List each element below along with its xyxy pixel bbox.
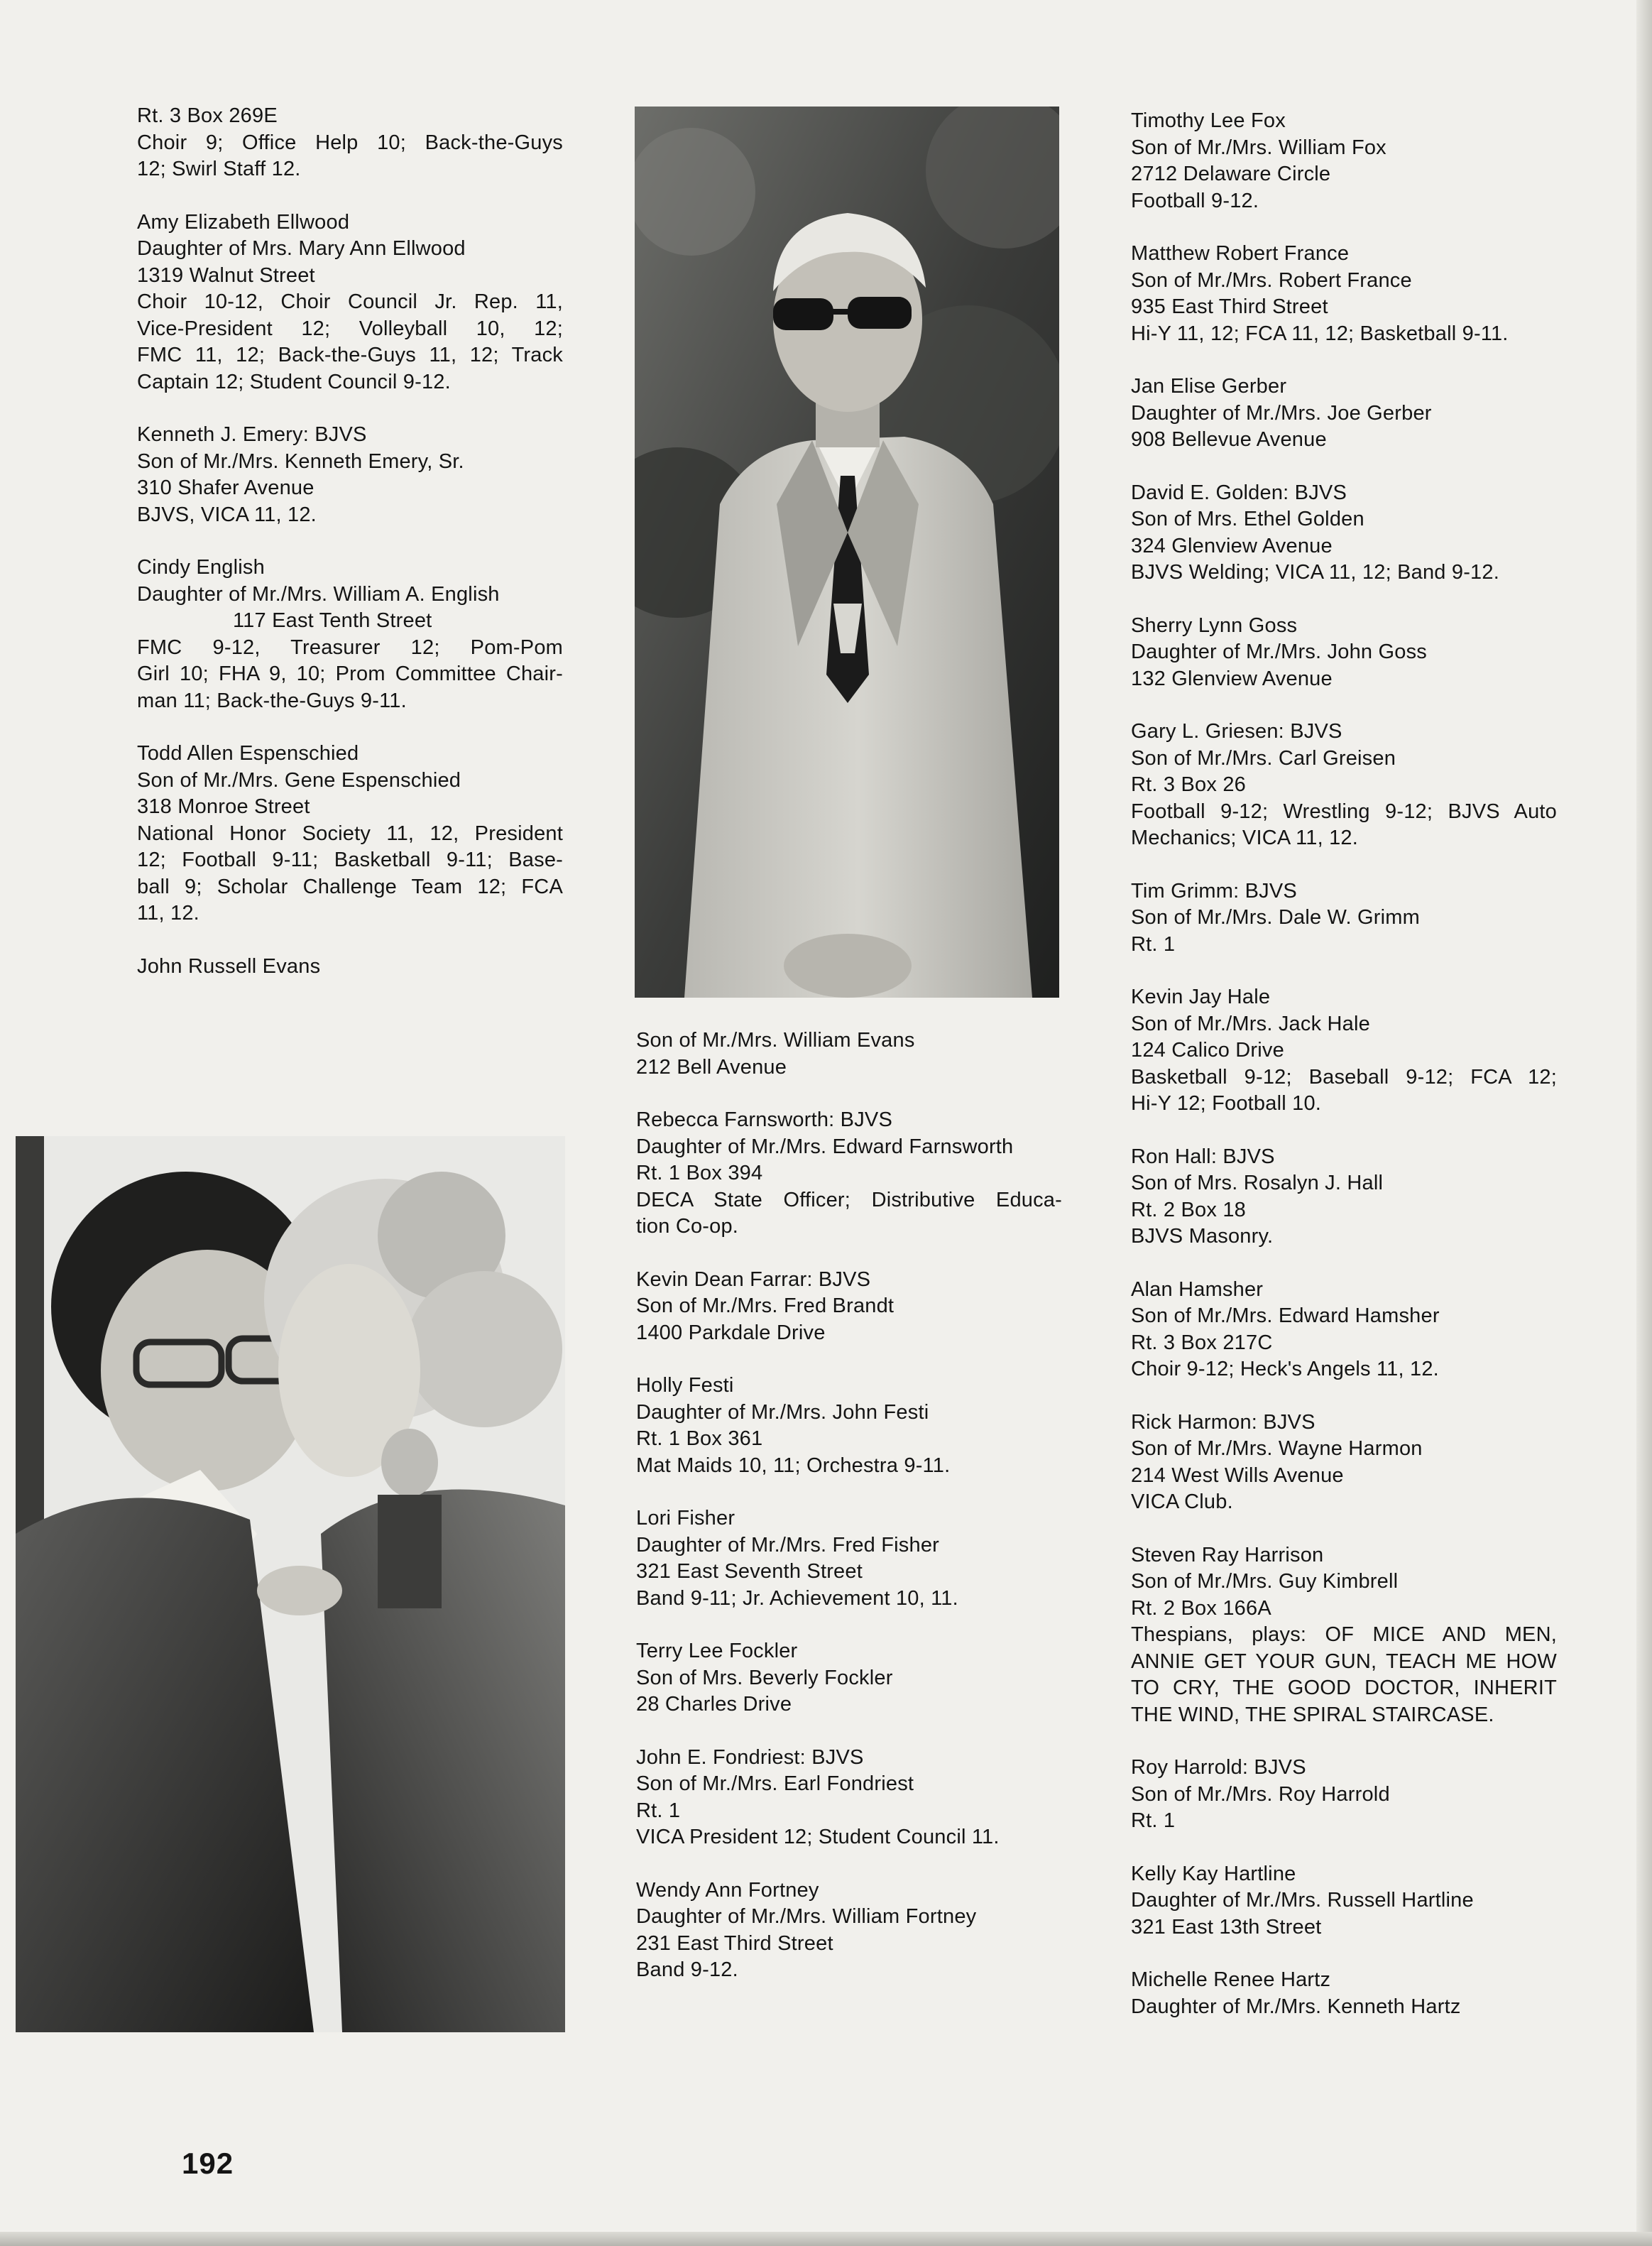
entry-line: Band 9-12. bbox=[636, 1958, 738, 1981]
entry-line: Hi-Y 11, 12; FCA 11, 12; Basketball 9-11. bbox=[1131, 322, 1509, 345]
student-name: Cindy English bbox=[137, 556, 265, 579]
entry-line: Daughter of Mr./Mrs. John Goss bbox=[1131, 640, 1427, 663]
entry-line: Son of Mr./Mrs. Dale W. Grimm bbox=[1131, 906, 1421, 929]
student-entry bbox=[137, 954, 563, 981]
page-edge-shadow bbox=[1636, 0, 1652, 2246]
entry-line: Son of Mr./Mrs. Edward Hamsher bbox=[1131, 1304, 1440, 1327]
entry-line: Daughter of Mr./Mrs. Russell Hartline bbox=[1131, 1889, 1474, 1912]
entry-line: Son of Mr./Mrs. Wayne Harmon bbox=[1131, 1437, 1423, 1460]
middle-text-column bbox=[636, 1027, 1062, 2010]
entry-line: BJVS Masonry. bbox=[1131, 1225, 1274, 1248]
student-name: Steven Ray Harrison bbox=[1131, 1543, 1324, 1566]
entry-line: Daughter of Mr./Mrs. William A. English bbox=[137, 582, 500, 606]
entry-line: 908 Bellevue Avenue bbox=[1131, 428, 1327, 451]
student-name: Rt. 3 Box 269E bbox=[137, 104, 278, 127]
student-name: Jan Elise Gerber bbox=[1131, 375, 1287, 398]
student-entry bbox=[137, 209, 563, 396]
entry-activities-line: THE WIND, THE SPIRAL STAIRCASE. bbox=[1131, 1703, 1494, 1726]
entry-line: Son of Mr./Mrs. Gene Espenschied bbox=[137, 768, 461, 792]
student-entry bbox=[1131, 984, 1557, 1118]
student-name: Sherry Lynn Goss bbox=[1131, 614, 1298, 637]
entry-activities-line: FMC 11, 12; Back-the-Guys 11, 12; Track bbox=[137, 344, 563, 366]
student-entry bbox=[137, 422, 563, 528]
student-entry bbox=[1131, 108, 1557, 214]
entry-line: Son of Mr./Mrs. Earl Fondriest bbox=[636, 1772, 914, 1795]
student-name: Gary L. Griesen: BJVS bbox=[1131, 720, 1342, 743]
student-entry bbox=[636, 1505, 1062, 1612]
entry-line: Band 9-11; Jr. Achievement 10, 11. bbox=[636, 1586, 958, 1610]
entry-line: Rt. 1 bbox=[636, 1799, 681, 1822]
left-text-column bbox=[137, 103, 563, 1006]
student-name: Son of Mr./Mrs. William Evans bbox=[636, 1029, 915, 1052]
student-entry bbox=[1131, 480, 1557, 587]
entry-activities-line: man 11; Back-the-Guys 9-11. bbox=[137, 689, 407, 712]
page-bottom-edge bbox=[0, 2232, 1652, 2246]
entry-line: Son of Mr./Mrs. Robert France bbox=[1131, 268, 1412, 292]
entry-line: BJVS, VICA 11, 12. bbox=[137, 503, 317, 526]
entry-line: 318 Monroe Street bbox=[137, 795, 310, 818]
entry-line: 324 Glenview Avenue bbox=[1131, 534, 1333, 557]
entry-line: Rt. 3 Box 217C bbox=[1131, 1331, 1273, 1354]
student-entry bbox=[1131, 374, 1557, 454]
entry-line: Rt. 2 Box 166A bbox=[1131, 1596, 1271, 1620]
entry-line: 321 East 13th Street bbox=[1131, 1915, 1322, 1939]
student-entry bbox=[137, 103, 563, 183]
student-name: Kenneth J. Emery: BJVS bbox=[137, 423, 367, 446]
graduation-photo-illustration bbox=[16, 1136, 565, 2032]
entry-activities-line: TO CRY, THE GOOD DOCTOR, INHERIT bbox=[1131, 1677, 1557, 1699]
student-name: Kevin Dean Farrar: BJVS bbox=[636, 1268, 871, 1291]
entry-line: Son of Mrs. Ethel Golden bbox=[1131, 508, 1364, 530]
entry-line: 212 Bell Avenue bbox=[636, 1055, 787, 1079]
entry-line: 214 West Wills Avenue bbox=[1131, 1463, 1344, 1487]
entry-line: Son of Mr./Mrs. Roy Harrold bbox=[1131, 1782, 1390, 1806]
entry-line: Rt. 1 bbox=[1131, 932, 1176, 956]
entry-line: Son of Mr./Mrs. William Fox bbox=[1131, 136, 1386, 159]
entry-line: Rt. 1 Box 394 bbox=[636, 1162, 763, 1184]
student-name: Holly Festi bbox=[636, 1374, 734, 1397]
entry-line: Mat Maids 10, 11; Orchestra 9-11. bbox=[636, 1454, 951, 1477]
entry-line: Son of Mrs. Rosalyn J. Hall bbox=[1131, 1172, 1384, 1194]
student-entry bbox=[1131, 1410, 1557, 1516]
student-name: Kelly Kay Hartline bbox=[1131, 1862, 1296, 1885]
entry-line: BJVS Welding; VICA 11, 12; Band 9-12. bbox=[1131, 561, 1499, 584]
portrait-photo-man-sunglasses bbox=[635, 107, 1059, 998]
student-name: Terry Lee Fockler bbox=[636, 1640, 798, 1662]
entry-line: 132 Glenview Avenue bbox=[1131, 667, 1333, 690]
entry-activities-line: DECA State Officer; Distributive Educa- bbox=[636, 1188, 1062, 1211]
student-name: Ron Hall: BJVS bbox=[1131, 1145, 1275, 1168]
entry-activities-line: ANNIE GET YOUR GUN, TEACH ME HOW bbox=[1131, 1650, 1557, 1673]
entry-line: 310 Shafer Avenue bbox=[137, 476, 314, 499]
entry-activities-line: Choir 10-12, Choir Council Jr. Rep. 11, bbox=[137, 290, 563, 313]
entry-line: Daughter of Mr./Mrs. John Festi bbox=[636, 1400, 929, 1424]
entry-line: Rt. 1 Box 361 bbox=[636, 1427, 763, 1450]
student-entry bbox=[636, 1877, 1062, 1984]
student-name: John E. Fondriest: BJVS bbox=[636, 1745, 864, 1769]
student-name: David E. Golden: BJVS bbox=[1131, 481, 1347, 504]
graduation-kiss-photo bbox=[16, 1136, 565, 2032]
entry-activities-line: tion Co-op. bbox=[636, 1215, 739, 1238]
student-entry bbox=[636, 1373, 1062, 1479]
student-entry bbox=[1131, 1755, 1557, 1835]
entry-line: Daughter of Mr./Mrs. Fred Fisher bbox=[636, 1533, 940, 1557]
entry-line: 321 East Seventh Street bbox=[636, 1560, 863, 1583]
entry-line: Son of Mr./Mrs. Carl Greisen bbox=[1131, 746, 1396, 770]
entry-line: 28 Charles Drive bbox=[636, 1693, 792, 1716]
entry-activities-line: ball 9; Scholar Challenge Team 12; FCA bbox=[137, 875, 563, 898]
student-entry bbox=[636, 1027, 1062, 1081]
entry-line: Son of Mr./Mrs. Jack Hale bbox=[1131, 1012, 1370, 1035]
student-entry bbox=[1131, 878, 1557, 959]
student-entry bbox=[137, 741, 563, 927]
entry-line: Daughter of Mrs. Mary Ann Ellwood bbox=[137, 237, 466, 260]
entry-activities-line: Captain 12; Student Council 9-12. bbox=[137, 370, 451, 393]
entry-line: Daughter of Mr./Mrs. Kenneth Hartz bbox=[1131, 1995, 1461, 2018]
entry-activities-line: Hi-Y 12; Football 10. bbox=[1131, 1092, 1322, 1115]
student-name: Tim Grimm: BJVS bbox=[1131, 879, 1297, 903]
student-entry bbox=[137, 555, 563, 714]
entry-address: 117 East Tenth Street bbox=[233, 609, 432, 632]
entry-activities-line: Mechanics; VICA 11, 12. bbox=[1131, 827, 1359, 849]
entry-activities-line: FMC 9-12, Treasurer 12; Pom-Pom bbox=[137, 636, 563, 659]
entry-line: Rt. 1 bbox=[1131, 1809, 1176, 1832]
student-entry bbox=[1131, 1144, 1557, 1250]
student-name: Wendy Ann Fortney bbox=[636, 1878, 819, 1902]
entry-line: Rt. 3 Box 26 bbox=[1131, 773, 1246, 796]
student-name: John Russell Evans bbox=[137, 954, 321, 978]
entry-line: Son of Mr./Mrs. Kenneth Emery, Sr. bbox=[137, 449, 464, 473]
student-name: Rebecca Farnsworth: BJVS bbox=[636, 1108, 892, 1131]
entry-line: 1319 Walnut Street bbox=[137, 263, 315, 287]
entry-line: Son of Mr./Mrs. Fred Brandt bbox=[636, 1294, 895, 1317]
student-entry bbox=[636, 1107, 1062, 1241]
student-name: Lori Fisher bbox=[636, 1507, 735, 1530]
student-entry bbox=[1131, 241, 1557, 347]
entry-line: Son of Mrs. Beverly Fockler bbox=[636, 1666, 893, 1689]
entry-activities-line: Thespians, plays: OF MICE AND MEN, bbox=[1131, 1623, 1557, 1646]
student-name: Michelle Renee Hartz bbox=[1131, 1968, 1331, 1991]
student-name: Matthew Robert France bbox=[1131, 242, 1350, 265]
entry-line: 935 East Third Street bbox=[1131, 295, 1328, 318]
student-entry bbox=[636, 1745, 1062, 1851]
student-name: Rick Harmon: BJVS bbox=[1131, 1410, 1315, 1434]
page-number: 192 bbox=[182, 2147, 234, 2180]
student-name: Roy Harrold: BJVS bbox=[1131, 1756, 1306, 1779]
entry-activities-line: 12; Football 9-11; Basketball 9-11; Base- bbox=[137, 849, 563, 871]
entry-line: 2712 Delaware Circle bbox=[1131, 163, 1331, 185]
entry-line: Daughter of Mr./Mrs. Joe Gerber bbox=[1131, 401, 1432, 425]
entry-line: Daughter of Mr./Mrs. William Fortney bbox=[636, 1905, 977, 1928]
entry-line: 1400 Parkdale Drive bbox=[636, 1321, 826, 1344]
student-name: Alan Hamsher bbox=[1131, 1277, 1264, 1301]
student-name: Timothy Lee Fox bbox=[1131, 109, 1286, 132]
student-entry bbox=[1131, 1277, 1557, 1383]
right-text-column bbox=[1131, 108, 1557, 2046]
entry-activities-line: Choir 9; Office Help 10; Back-the-Guys bbox=[137, 131, 563, 154]
entry-line: 124 Calico Drive bbox=[1131, 1039, 1284, 1062]
student-name: Kevin Jay Hale bbox=[1131, 986, 1271, 1008]
entry-line: Football 9-12. bbox=[1131, 189, 1259, 212]
student-name: Amy Elizabeth Ellwood bbox=[137, 210, 350, 234]
student-entry bbox=[1131, 613, 1557, 693]
entry-activities-line: Girl 10; FHA 9, 10; Prom Committee Chair- bbox=[137, 663, 563, 685]
entry-line: VICA President 12; Student Council 11. bbox=[636, 1826, 1000, 1848]
student-entry bbox=[1131, 1861, 1557, 1941]
portrait-photo-illustration bbox=[635, 107, 1059, 998]
entry-line: Choir 9-12; Heck's Angels 11, 12. bbox=[1131, 1358, 1439, 1380]
entry-activities-line: 12; Swirl Staff 12. bbox=[137, 158, 301, 180]
student-entry bbox=[636, 1267, 1062, 1347]
student-entry bbox=[636, 1638, 1062, 1718]
student-name: Todd Allen Espenschied bbox=[137, 742, 359, 765]
entry-activities-line: Football 9-12; Wrestling 9-12; BJVS Auto bbox=[1131, 800, 1557, 823]
entry-line: 231 East Third Street bbox=[636, 1931, 833, 1955]
entry-activities-line: Basketball 9-12; Baseball 9-12; FCA 12; bbox=[1131, 1065, 1557, 1089]
entry-activities-line: 11, 12. bbox=[137, 902, 199, 925]
entry-line: Daughter of Mr./Mrs. Edward Farnsworth bbox=[636, 1135, 1014, 1158]
entry-activities-line: National Honor Society 11, 12, President bbox=[137, 822, 563, 845]
entry-line: VICA Club. bbox=[1131, 1490, 1233, 1513]
entry-line: Rt. 2 Box 18 bbox=[1131, 1198, 1246, 1221]
entry-activities-line: Vice-President 12; Volleyball 10, 12; bbox=[137, 317, 563, 340]
student-entry bbox=[1131, 719, 1557, 852]
student-entry bbox=[1131, 1542, 1557, 1729]
student-entry bbox=[1131, 1967, 1557, 2020]
entry-line: Son of Mr./Mrs. Guy Kimbrell bbox=[1131, 1570, 1399, 1593]
